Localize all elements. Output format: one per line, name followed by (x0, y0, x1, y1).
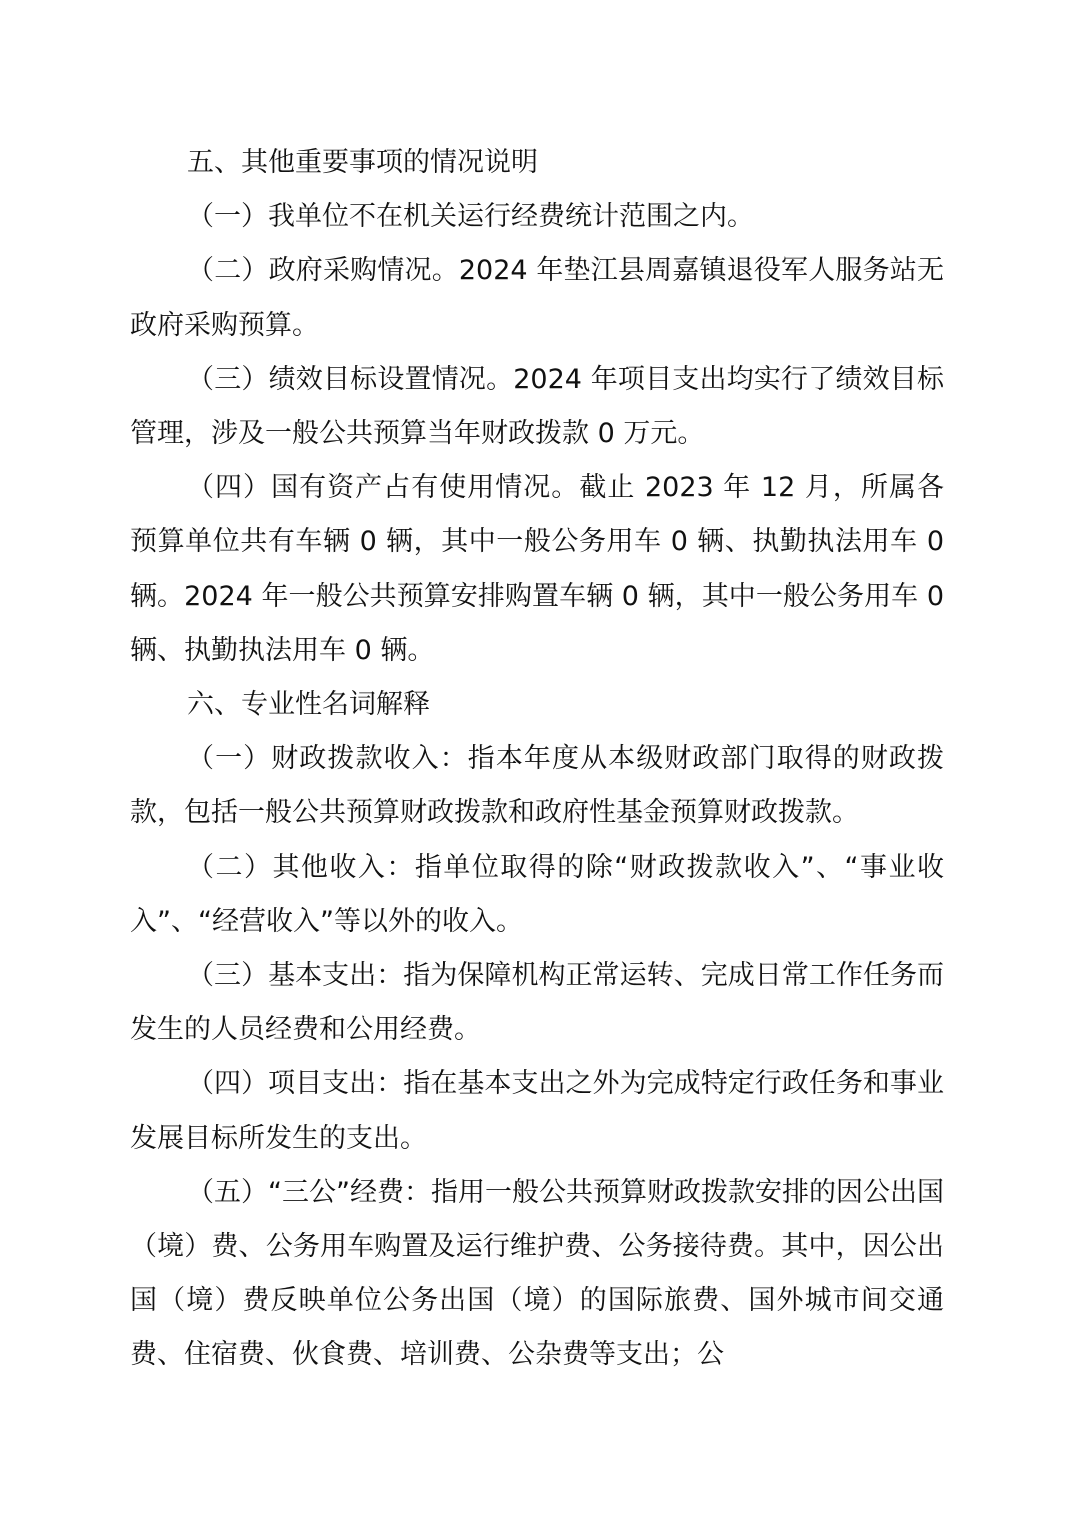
paragraph-operating-costs: （一）我单位不在机关运行经费统计范围之内。 (187, 201, 754, 233)
paragraph-government-procurement: （二）政府采购情况。2024 年垫江县周嘉镇退役军人服务站无政府采购预算。 (130, 255, 944, 341)
document-body (130, 136, 944, 1383)
paragraph-project-expenditure: （四）项目支出：指在基本支出之外为完成特定行政任务和事业发展目标所发生的支出。 (130, 1068, 944, 1154)
paragraph-performance-targets: （三）绩效目标设置情况。2024 年项目支出均实行了绩效目标管理，涉及一般公共预算当年财政拨款 0 万元。 (130, 363, 944, 450)
paragraph-three-public-expenses: （五）“三公”经费：指用一般公共预算财政拨款安排的因公出国（境）费、公务用车购置及运行维护费、公务接待费。其中，因公出国（境）费反映单位公务出国（境）的国际旅费、国外城市间交通费、住宿费、伙食费、培训费、公杂费等支出；公 (130, 1176, 944, 1371)
paragraph-other-income: （二）其他收入：指单位取得的除“财政拨款收入”、“事业收入”、“经营收入”等以外的收入。 (130, 851, 944, 937)
paragraph-state-assets: （四）国有资产占有使用情况。截止 2023 年 12 月，所属各预算单位共有车辆 0 辆，其中一般公务用车 0 辆、执勤执法用车 0 辆。2024 年一般公共预算安排购置车辆 0 辆，其中一般公务用车 0 辆、执勤执法用车 0 辆。 (130, 472, 944, 666)
section-heading-terminology: 六、专业性名词解释 (187, 689, 430, 721)
paragraph-basic-expenditure: （三）基本支出：指为保障机构正常运转、完成日常工作任务而发生的人员经费和公用经费。 (130, 960, 944, 1046)
section-heading-other-matters: 五、其他重要事项的情况说明 (187, 147, 538, 178)
paragraph-fiscal-appropriation-income: （一）财政拨款收入：指本年度从本级财政部门取得的财政拨款，包括一般公共预算财政拨款和政府性基金预算财政拨款。 (130, 743, 944, 829)
